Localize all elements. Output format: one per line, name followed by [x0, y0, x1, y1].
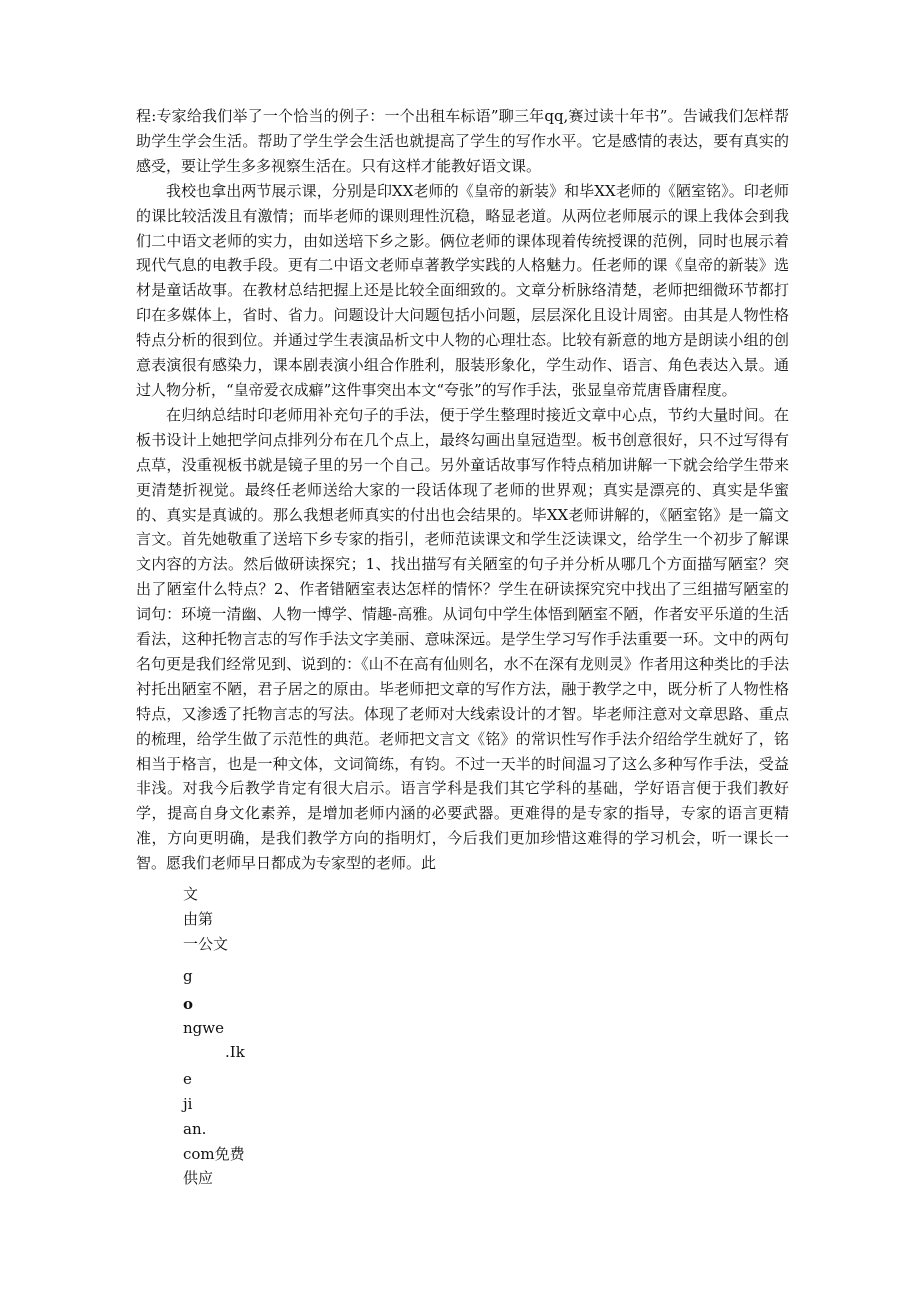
watermark-fragment-2: 由第 — [183, 910, 214, 928]
paragraph-3: 在归纳总结时印老师用补充句子的手法，便于学生整理时接近文章中心点，节约大量时间。在板书设计上她把学问点排列分布在几个点上，最终勾画出皇冠造型。板书创意很好，只不过写得有点草，没重视板书就是镜子里的另一个自己。另外童话故事写作特点稍加讲解一下就会给学生带来更清楚折视觉。最终任老师送给大家的一段话体现了老师的世界观；真实是漂亮的、真实是华蜜的、真实是真诚的。那么我想老师真实的付出也会结果的。毕XX老师讲解的，《陋室铭》是一篇文言文。首先她敬重了送培下乡专家的指引，老师范读课文和学生泛读课文，给学生一个初步了解课文内容的方法。然后做研读探究；1、找出描写有关陋室的句子并分析从哪几个方面描写陋室？突出了陋室什么特点？2、作者错陋室表达怎样的情怀？学生在研读探究究中找出了三组描写陋室的词句：环境一清幽、人物一博学、情趣-高雅。从词句中学生体悟到陋室不陋，作者安平乐道的生活看法，这种托物言志的写作手法文字美丽、意味深远。是学生学习写作手法重要一环。文中的两句名句更是我们经常见到、说到的：《山不在高有仙则名，水不在深有龙则灵》作者用这种类比的手法衬托出陋室不陋，君子居之的原由。毕老师把文章的写作方法，融于教学之中，既分析了人物性格特点，又渗透了托物言志的写法。体现了老师对大线索设计的才智。毕老师注意对文章思路、重点的梳理，给学生做了示范性的典范。老师把文言文《铭》的常识性写作手法介绍给学生就好了，铭相当于格言，也是一种文体，文词简练，有钧。不过一天半的时间温习了这么多种写作手法，受益非浅。对我今后教学肯定有很大启示。语言学科是我们其它学科的基础，学好语言便于我们教好学，提高自身文化素养，是增加老师内涵的必要武器。更难得的是专家的指导，专家的语言更精准，方向更明确，是我们教学方向的指明灯，今后我们更加珍惜这难得的学习机会，听一课长一智。愿我们老师早日都成为专家型的老师。此 — [136, 405, 789, 873]
article-body — [136, 104, 789, 876]
watermark-fragment-8: e — [183, 1070, 192, 1088]
paragraph-2: 我校也拿出两节展示课，分别是印XX老师的《皇帝的新装》和毕XX老师的《陋室铭》。印老师的课比较活泼且有激情；而毕老师的课则理性沉稳，略显老道。从两位老师展示的课上我体会到我们二中语文老师的实力，由如送培下乡之影。俩位老师的课体现着传统授课的范例，同时也展示着现代气息的电教手段。更有二中语文老师卓著教学实践的人格魅力。任老师的课《皇帝的新装》选材是童话故事。在教材总结把握上还是比较全面细致的。文章分析脉络清楚，老师把细微环节都打印在多媒体上，省时、省力。问题设计大问题包括小问题，层层深化且设计周密。由其是人物性格特点分析的很到位。并通过学生表演品析文中人物的心理壮态。比较有新意的地方是朗读小组的创意表演很有感染力，课本剧表演小组合作胜利，服装形象化，学生动作、语言、角色表达入景。通过人物分析，“皇帝爱衣成癖”这件事突出本文“夸张”的写作手法，张显皇帝荒唐昏庸程度。 — [136, 181, 789, 399]
watermark-fragment-4: g — [183, 967, 193, 985]
watermark-fragment-6: ngwe — [183, 1019, 224, 1037]
watermark-fragment-10: an. — [183, 1120, 207, 1138]
watermark-fragment-11: com免费 — [183, 1145, 245, 1163]
watermark-fragment-12: 供应 — [183, 1169, 214, 1187]
watermark-fragment-1: 文 — [183, 885, 199, 903]
watermark-fragment-5: o — [183, 995, 194, 1013]
paragraph-1: 程:专家给我们举了一个恰当的例子：一个出租车标语”聊三年qq,赛过读十年书”。告诫我们怎样帮助学生学会生活。帮助了学生学会生活也就提高了学生的写作水平。它是感情的表达，要有真实的感受，要让学生多多视察生活在。只有这样才能教好语文课。 — [136, 107, 789, 175]
watermark-fragment-7: .Ik — [225, 1043, 245, 1061]
watermark-fragment-3: 一公文 — [183, 935, 229, 953]
watermark-fragment-9: ji — [183, 1095, 193, 1113]
